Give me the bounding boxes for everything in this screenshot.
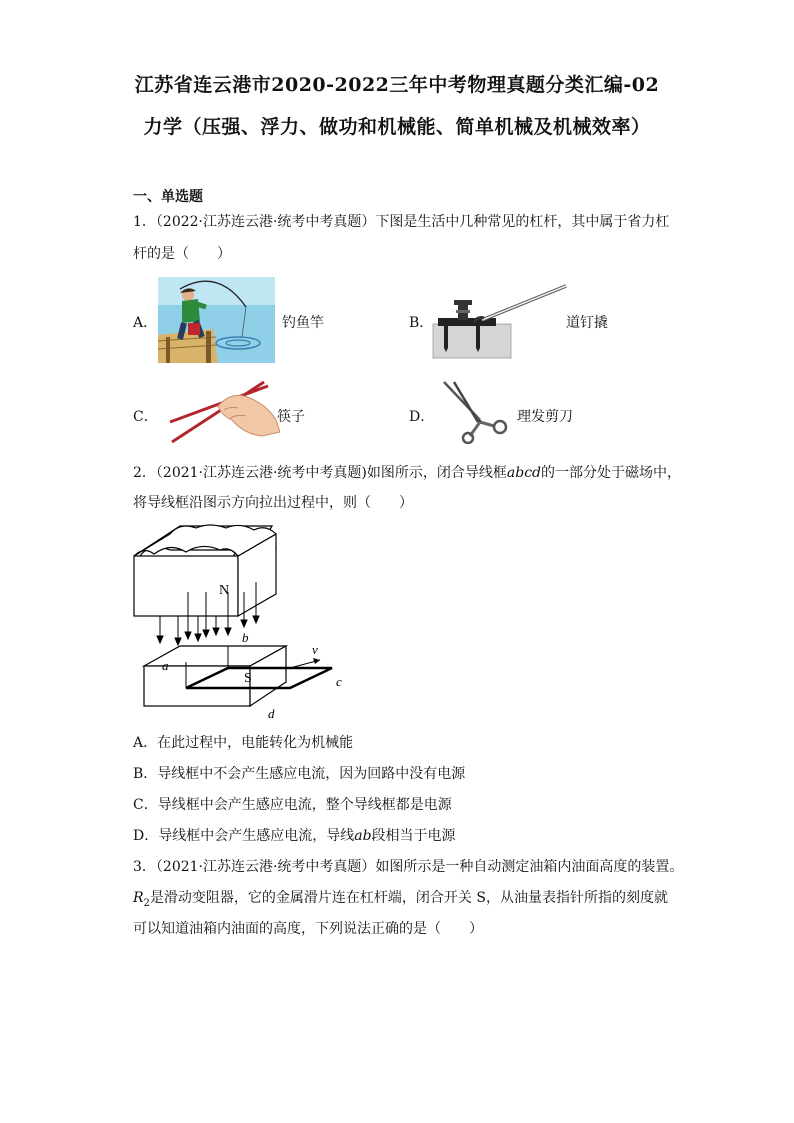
q2-option-d-var: ab (354, 828, 372, 844)
document-title-line-2: 力学（压强、浮力、做功和机械能、简单机械及机械效率） (143, 116, 651, 138)
q1-option-c-letter: C． (133, 409, 158, 425)
north-pole-label: N (219, 583, 230, 598)
q2-stem-line-2: 将导线框沿图示方向拉出过程中，则（ ） (133, 495, 413, 511)
corner-label-d: d (268, 706, 275, 721)
q2-stem-line-1 (133, 463, 681, 483)
magnet-wire-frame-diagram (130, 522, 360, 722)
q3-stem-line-1: 3．（2021·江苏连云港·统考中考真题）如图所示是一种自动测定油箱内油面高度的装置。 (133, 859, 684, 875)
q2-option-c: C．导线框中会产生感应电流，整个导线框都是电源 (133, 797, 452, 813)
q1-option-b-caption: 道钉撬 (566, 315, 608, 331)
q3-stem-line-3: 可以知道油箱内油面的高度，下列说法正确的是（ ） (133, 921, 483, 937)
hair-scissors-image (440, 380, 510, 444)
chopsticks-image (168, 376, 280, 448)
q2-stem-line-1-post: 的一部分处于磁场中， (541, 465, 682, 481)
q1-stem-line-2: 杆的是（ ） (133, 246, 231, 262)
q1-option-c-caption: 筷子 (277, 409, 305, 425)
q2-option-d-post: 段相当于电源 (371, 828, 456, 844)
velocity-label-v: v (312, 642, 318, 657)
corner-label-a: a (162, 658, 169, 673)
q2-stem-frame-var: abcd (506, 465, 542, 481)
q1-option-d-caption: 理发剪刀 (517, 409, 573, 425)
q1-stem-line-1: 1．（2022·江苏连云港·统考中考真题）下图是生活中几种常见的杠杆，其中属于省力杠 (133, 214, 670, 230)
corner-label-c: c (336, 674, 342, 689)
fishing-rod-image (158, 277, 275, 363)
q3-resistor-subscript: 2 (143, 897, 150, 909)
q3-stem-line-2-post: 是滑动变阻器，它的金属滑片连在杠杆端，闭合开关 S，从油量表指针所指的刻度就 (149, 890, 668, 906)
q1-option-b-letter: B． (409, 315, 434, 331)
q2-option-a: A．在此过程中，电能转化为机械能 (133, 735, 354, 751)
q2-option-b: B．导线框中不会产生感应电流，因为回路中没有电源 (133, 766, 466, 782)
q2-option-d-pre: D．导线框中会产生感应电流，导线 (133, 828, 355, 844)
q3-stem-line-2 (133, 888, 668, 914)
q1-option-d-letter: D． (409, 409, 435, 425)
q1-option-a-letter: A． (133, 315, 158, 331)
q3-resistor-symbol: R (133, 890, 144, 906)
corner-label-b: b (242, 630, 249, 645)
q1-option-a-caption: 钓鱼竿 (282, 315, 324, 331)
document-title-line-1: 江苏省连云港市2020-2022三年中考物理真题分类汇编-02 (134, 74, 660, 96)
section-heading: 一、单选题 (133, 189, 203, 205)
q2-stem-line-1-pre: 2．（2021·江苏连云港·统考中考真题)如图所示，闭合导线框 (133, 465, 507, 481)
q2-option-d (133, 826, 456, 846)
crowbar-image (430, 282, 570, 360)
south-pole-label: S (244, 671, 252, 686)
